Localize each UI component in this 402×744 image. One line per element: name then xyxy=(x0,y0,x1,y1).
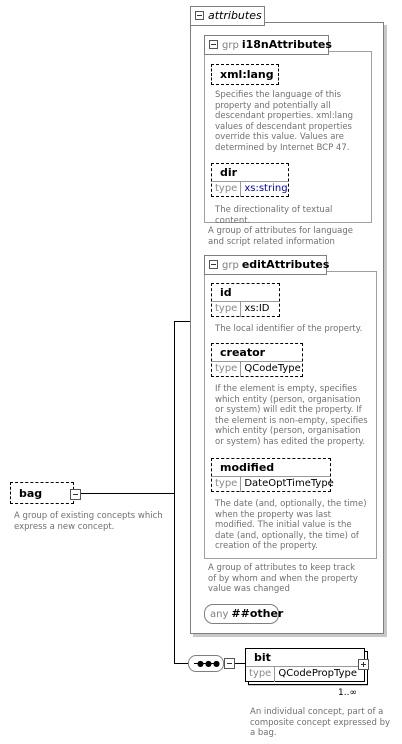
collapse-icon[interactable] xyxy=(209,40,218,49)
bag-collapse-toggle[interactable] xyxy=(70,489,81,500)
dir-description: The directionality of textual content. xyxy=(215,205,333,226)
id-description: The local identifier of the property. xyxy=(215,324,363,334)
sequence-dots-icon: ●●● xyxy=(197,659,221,668)
creator-description: If the element is empty, specifies which entity (person, organisation or system) will edit the property. If the element is non-empty, specifies which entity (person, organisation or system) has edited the property. xyxy=(215,384,368,447)
any-prefix: any xyxy=(210,609,229,620)
modified-description: The date (and, optionally, the time) when the property was last modified. The initial value is the date (and, optionally, the time) of creation of the property. xyxy=(215,499,367,551)
creator-attribute[interactable] xyxy=(211,343,303,377)
attributes-group-title: attributes xyxy=(208,9,262,22)
modified-type-label: type xyxy=(212,477,241,492)
edit-group-name: editAttributes xyxy=(241,258,330,271)
id-name: id xyxy=(220,286,232,299)
bit-name: bit xyxy=(254,651,271,664)
bit-type-label: type xyxy=(246,667,275,682)
xml-lang-attribute[interactable] xyxy=(211,64,279,85)
dir-type-row xyxy=(212,181,288,197)
modified-name: modified xyxy=(220,461,275,474)
edit-grp-prefix: grp xyxy=(222,260,239,271)
any-other-name: ##other xyxy=(231,607,284,620)
connector-root-horizontal xyxy=(81,493,175,494)
sequence-collapse-toggle[interactable] xyxy=(224,658,235,669)
creator-type-value: QCodeType xyxy=(244,363,301,374)
creator-type-row xyxy=(212,361,302,377)
bit-expand-toggle[interactable] xyxy=(358,659,369,670)
xml-lang-description: Specifies the language of this property and potentially all descendant properties. xml:lang values of descendant properties override this value. Values are determined by Internet BCP 47. xyxy=(215,90,354,153)
i18n-group-description: A group of attributes for language and script related information xyxy=(208,226,353,247)
i18n-group-tab[interactable] xyxy=(204,35,332,55)
id-type-row xyxy=(212,301,279,317)
edit-group-description: A group of attributes to keep track of by whom and when the property value was changed xyxy=(208,563,358,594)
collapse-icon[interactable] xyxy=(209,260,218,269)
id-type-label: type xyxy=(212,302,241,317)
connector-to-attributes xyxy=(174,321,190,322)
bit-cardinality: 1..∞ xyxy=(338,688,357,698)
bit-type-value: QCodePropType xyxy=(278,668,357,679)
modified-type-value: DateOptTimeType xyxy=(244,478,334,489)
attributes-group-tab[interactable] xyxy=(190,6,265,26)
id-type-value: xs:ID xyxy=(244,303,270,314)
collapse-icon[interactable] xyxy=(195,11,204,20)
modified-attribute[interactable] xyxy=(211,458,334,492)
bit-description: An individual concept, part of a composite concept expressed by a bag. xyxy=(250,707,391,738)
any-other-wildcard[interactable] xyxy=(204,604,284,624)
creator-type-label: type xyxy=(212,362,241,377)
i18n-grp-prefix: grp xyxy=(222,40,239,51)
creator-name: creator xyxy=(220,346,266,359)
xml-lang-name: xml:lang xyxy=(220,68,274,81)
bag-element[interactable] xyxy=(10,482,74,504)
i18n-group-name: i18nAttributes xyxy=(241,38,332,51)
dir-type-value[interactable]: xs:string xyxy=(244,183,288,194)
dir-type-label: type xyxy=(212,182,241,197)
edit-group-tab[interactable] xyxy=(204,255,330,275)
connector-to-sequence xyxy=(174,663,188,664)
modified-type-row xyxy=(212,476,334,492)
dir-name: dir xyxy=(220,166,238,179)
connector-vertical xyxy=(174,321,175,664)
sequence-compositor[interactable] xyxy=(188,655,224,672)
bit-element[interactable] xyxy=(245,648,365,682)
id-attribute[interactable] xyxy=(211,283,280,317)
bit-type-row xyxy=(246,666,364,682)
bag-element-name: bag xyxy=(19,487,43,500)
dir-attribute[interactable] xyxy=(211,163,289,197)
bag-description: A group of existing concepts which express a new concept. xyxy=(14,511,163,532)
